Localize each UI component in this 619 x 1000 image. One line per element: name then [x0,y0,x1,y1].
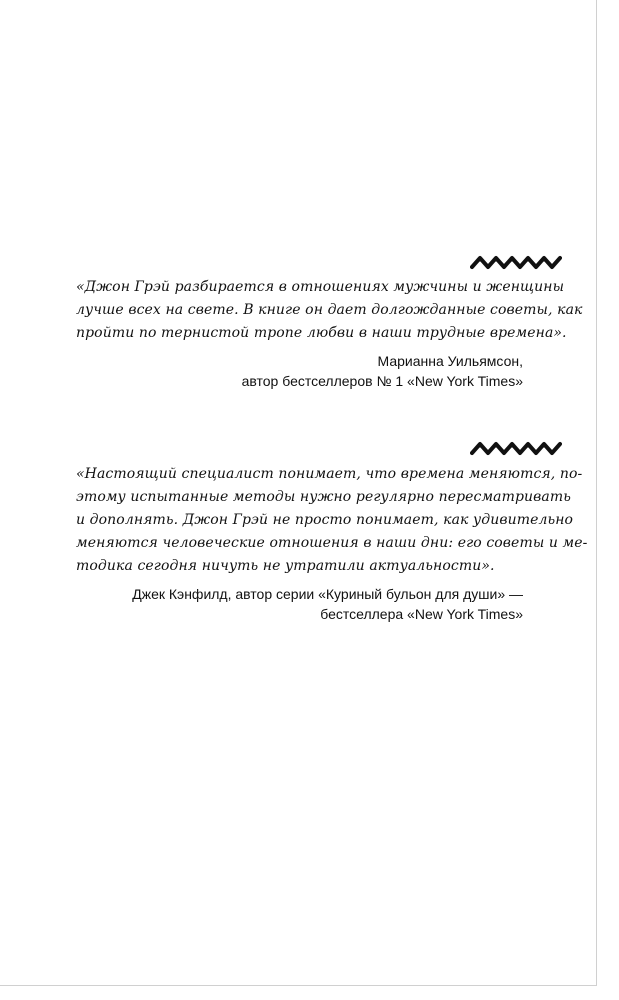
attribution-line: Джек Кэнфилд, автор серии «Куриный бульон для души» — [132,586,523,602]
quote-line: «Настоящий специалист понимает, что времена меняются, по- [76,466,583,482]
testimonial-attribution-2 [132,584,523,624]
attribution-line: бестселлера «New York Times» [320,606,523,622]
quote-line: пройти по тернистой тропе любви в наши трудные времена». [76,325,567,341]
wave-ornament-icon [470,252,562,272]
quote-line: меняются человеческие отношения в наши дни: его советы и ме- [76,535,588,551]
testimonial-attribution-1 [242,351,523,391]
quote-line: «Джон Грэй разбирается в отношениях мужчины и женщины [76,279,565,295]
testimonial-quote-1 [76,276,583,345]
quote-line: тодика сегодня ничуть не утратили актуальности». [76,558,495,574]
quote-line: и дополнять. Джон Грэй не просто понимает, как удивительно [76,512,574,528]
quote-line: этому испытанные методы нужно регулярно пересматривать [76,489,571,505]
testimonial-quote-2 [76,463,588,578]
quote-line: лучше всех на свете. В книге он дает долгожданные советы, как [76,302,583,318]
attribution-line: Марианна Уильямсон, [377,353,523,369]
attribution-line: автор бестселлеров № 1 «New York Times» [241,373,523,389]
wave-ornament-icon [470,438,562,458]
